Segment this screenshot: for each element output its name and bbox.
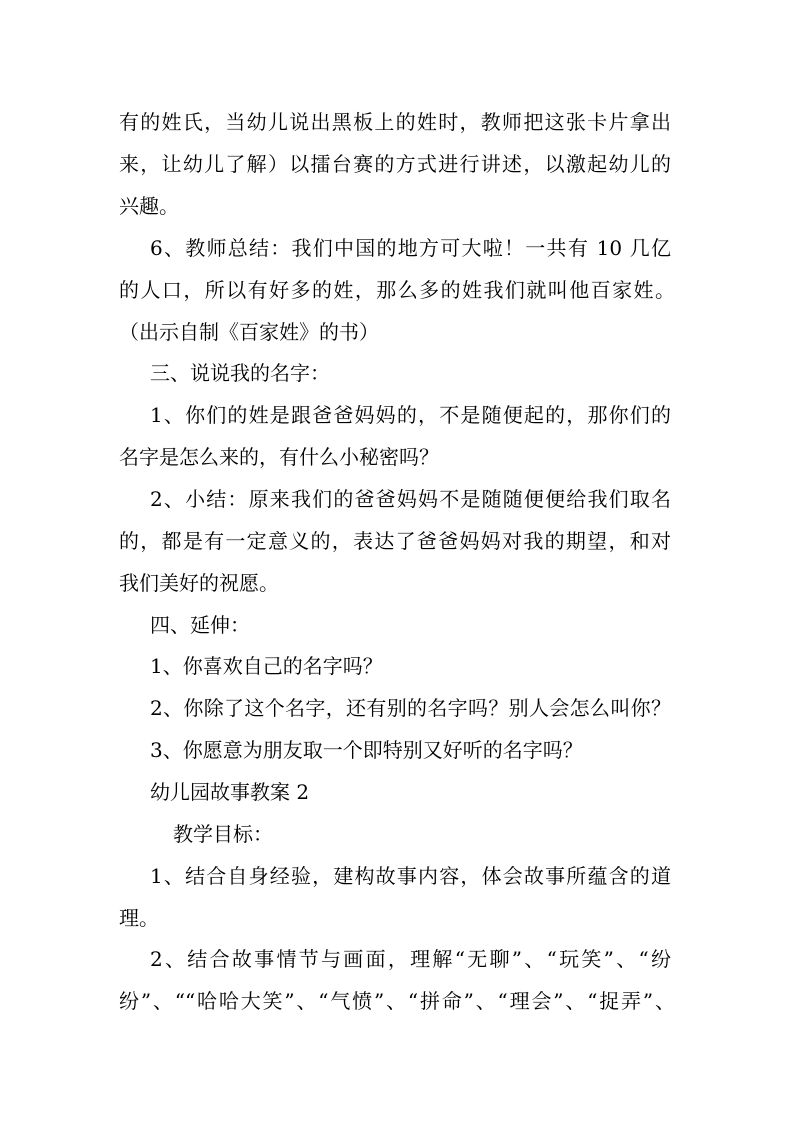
body-text-line: 1、你们的姓是跟爸爸妈妈的，不是随便起的，那你们的 (150, 403, 671, 427)
body-text-line: 有的姓氏，当幼儿说出黑板上的姓时，教师把这张卡片拿出 (119, 110, 671, 134)
document-title: 幼儿园故事教案 2 (150, 780, 310, 804)
body-text-line: 3、你愿意为朋友取一个即特别又好听的名字吗？ (150, 738, 583, 762)
body-text-line: 我们美好的祝愿。 (119, 571, 279, 595)
body-text-line: 兴趣。 (119, 194, 179, 218)
body-text-line: 6、教师总结：我们中国的地方可大啦！一共有 10 几亿 (150, 236, 671, 260)
section-heading: 三、说说我的名字： (150, 361, 330, 385)
body-text-line: 2、结合故事情节与画面，理解“无聊”、“玩笑”、“纷 (150, 947, 671, 971)
body-text-line: 理。 (119, 906, 159, 930)
body-text-line: （出示自制《百家姓》的书） (119, 320, 379, 344)
body-text-line: 纷”、““哈哈大笑”、“气愤”、“拼命”、“理会”、“捉弄”、 (119, 989, 675, 1013)
body-text-line: 2、你除了这个名字，还有别的名字吗？别人会怎么叫你？ (150, 696, 671, 720)
body-text-line: 1、你喜欢自己的名字吗？ (150, 654, 383, 678)
body-text-line: 来，让幼儿了解）以擂台赛的方式进行讲述，以激起幼儿的 (119, 152, 671, 176)
body-text-line: 的人口，所以有好多的姓，那么多的姓我们就叫他百家姓。 (119, 278, 675, 302)
body-text-line: 1、结合自身经验，建构故事内容，体会故事所蕴含的道 (150, 864, 671, 888)
section-heading: 四、延伸： (150, 613, 250, 637)
body-text-line: 的，都是有一定意义的，表达了爸爸妈妈对我的期望，和对 (119, 529, 671, 553)
section-heading: 教学目标： (173, 822, 273, 846)
body-text-line: 名字是怎么来的，有什么小秘密吗？ (119, 445, 439, 469)
body-text-line: 2、小结：原来我们的爸爸妈妈不是随随便便给我们取名 (150, 487, 671, 511)
